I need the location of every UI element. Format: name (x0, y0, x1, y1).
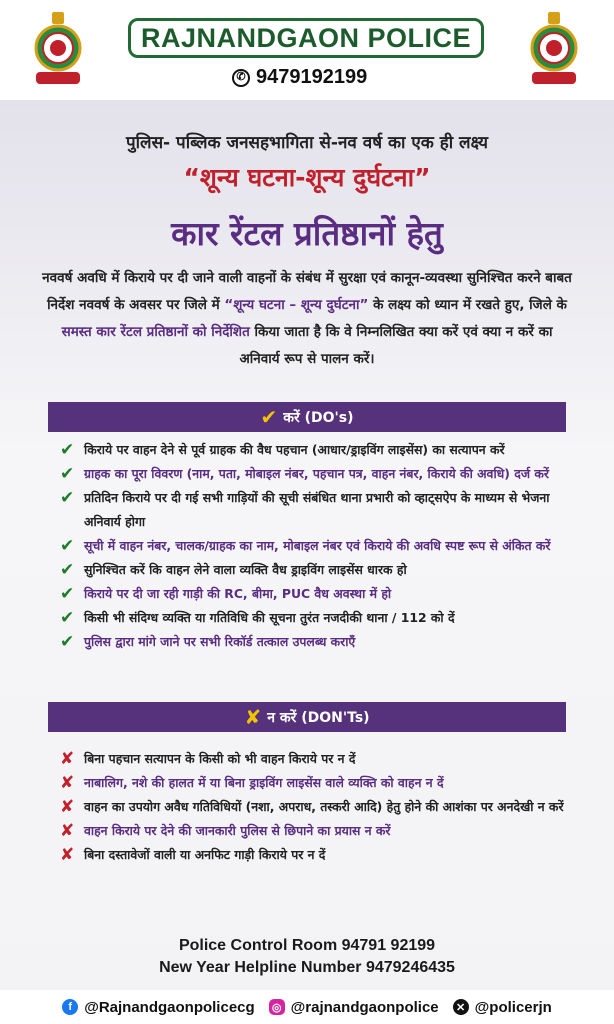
x-handle: @policerjn (474, 998, 552, 1016)
police-emblem-icon (32, 10, 84, 88)
list-item: ✘ वाहन किराये पर देने की जानकारी पुलिस से छिपाने का प्रयास न करें (60, 821, 391, 841)
checkmark-icon: ✔ (60, 440, 75, 460)
list-item: ✘ बिना पहचान सत्यापन के किसी को भी वाहन किराये पर न दें (60, 749, 356, 769)
intro-text: नववर्ष अवधि में किराये पर दी जाने वाली वाहनों के संबंध में सुरक्षा एवं कानून-व्यवस्था सुनिश्चित करने बाबत निर्देश नववर्ष के अवसर पर जिले में (42, 270, 572, 313)
list-item: ✘ वाहन का उपयोग अवैध गतिविधियों (नशा, अपराध, तस्करी आदि) हेतु होने की आशंका पर अनदेखी न करें (60, 797, 564, 817)
intro-highlight: “शून्य घटना – शून्य दुर्घटना” (224, 297, 369, 313)
list-item: ✔ किराये पर दी जा रही गाड़ी की RC, बीमा, PUC वैध अवस्था में हो (60, 584, 392, 604)
page-title: कार रेंटल प्रतिष्ठानों हेतु (171, 214, 443, 253)
slogan: “शून्य घटना-शून्य दुर्घटना” (183, 163, 431, 192)
list-item: ✔ सुनिश्चित करें कि वाहन लेने वाला व्यक्ति वैध ड्राइविंग लाइसेंस धारक हो (60, 560, 407, 580)
instagram-handle: @rajnandgaonpolice (290, 998, 439, 1016)
tagline: पुलिस- पब्लिक जनसहभागिता से-नव वर्ष का एक ही लक्ष्य (125, 133, 489, 153)
facebook-icon: f (62, 999, 78, 1015)
donts-heading: न करें (DON'Ts) (267, 709, 370, 726)
intro-highlight: समस्त कार रेंटल प्रतिष्ठानों को निर्देशित (61, 324, 250, 340)
donts-list (60, 747, 580, 867)
contact-info (0, 935, 614, 979)
header (0, 0, 614, 100)
instagram-icon: ◎ (269, 999, 285, 1015)
dos-list (60, 438, 580, 654)
phone-number: 9479192199 (256, 66, 368, 88)
cross-icon: ✘ (60, 845, 75, 865)
intro-text: के लक्ष्य को ध्यान में रखते हुए, जिले के (368, 297, 567, 313)
list-item: ✔ ग्राहक का पूरा विवरण (नाम, पता, मोबाइल नंबर, पहचान पत्र, वाहन नंबर, किराये की अवधि) दर्ज करें (60, 464, 549, 484)
dos-banner (48, 402, 566, 432)
cross-icon: ✘ (244, 705, 262, 729)
facebook-handle: @Rajnandgaonpolicecg (84, 998, 255, 1016)
cross-icon: ✘ (60, 797, 75, 817)
header-phone[interactable] (232, 66, 367, 89)
facebook-link[interactable] (62, 999, 254, 1016)
list-item: ✔ सूची में वाहन नंबर, चालक/ग्राहक का नाम, मोबाइल नंबर एवं किराये की अवधि स्पष्ट रूप से अंकित करें (60, 536, 551, 556)
cross-icon: ✘ (60, 749, 75, 769)
checkmark-icon: ✔ (60, 560, 75, 580)
control-room-number[interactable]: Police Control Room 94791 92199 (178, 937, 436, 954)
x-icon: ✕ (453, 999, 469, 1015)
checkmark-icon: ✔ (60, 632, 75, 652)
cross-icon: ✘ (60, 773, 75, 793)
social-footer (0, 990, 614, 1024)
intro-paragraph (40, 265, 574, 373)
list-item: ✔ पुलिस द्वारा मांगे जाने पर सभी रिकॉर्ड तत्काल उपलब्ध कराएँ (60, 632, 356, 652)
helpline-number[interactable]: New Year Helpline Number 9479246435 (159, 959, 455, 976)
checkmark-icon: ✔ (60, 464, 75, 484)
cross-icon: ✘ (60, 821, 75, 841)
list-item: ✔ किराये पर वाहन देने से पूर्व ग्राहक की वैध पहचान (आधार/ड्राइविंग लाइसेंस) का सत्यापन करें (60, 440, 505, 460)
checkmark-icon: ✔ (60, 488, 75, 508)
checkmark-icon: ✔ (60, 536, 75, 556)
list-item: ✔ प्रतिदिन किराये पर दी गई सभी गाड़ियों की सूची संबंधित थाना प्रभारी को व्हाट्सऐप के माध्यम से भेजना अनिवार्य होगा (60, 488, 550, 529)
instagram-link[interactable] (269, 999, 439, 1016)
list-item: ✔ किसी भी संदिग्ध व्यक्ति या गतिविधि की सूचना तुरंत नजदीकी थाना / 112 को दें (60, 608, 455, 628)
phone-icon: ✆ (232, 69, 250, 87)
checkmark-icon: ✔ (260, 405, 278, 429)
x-link[interactable] (453, 999, 552, 1016)
dos-heading: करें (DO's) (283, 409, 354, 426)
checkmark-icon: ✔ (60, 584, 75, 604)
donts-banner (48, 702, 566, 732)
intro-text: किया जाता है कि वे निम्नलिखित क्या करें एवं क्या न करें का अनिवार्य रूप से पालन करें। (239, 324, 553, 367)
police-emblem-icon (528, 10, 580, 88)
list-item: ✘ नाबालिग, नशे की हालत में या बिना ड्राइविंग लाइसेंस वाले व्यक्ति को वाहन न दें (60, 773, 444, 793)
checkmark-icon: ✔ (60, 608, 75, 628)
list-item: ✘ बिना दस्तावेजों वाली या अनफिट गाड़ी किराये पर न दें (60, 845, 326, 865)
brand-title: RAJNANDGAON POLICE (128, 18, 484, 58)
